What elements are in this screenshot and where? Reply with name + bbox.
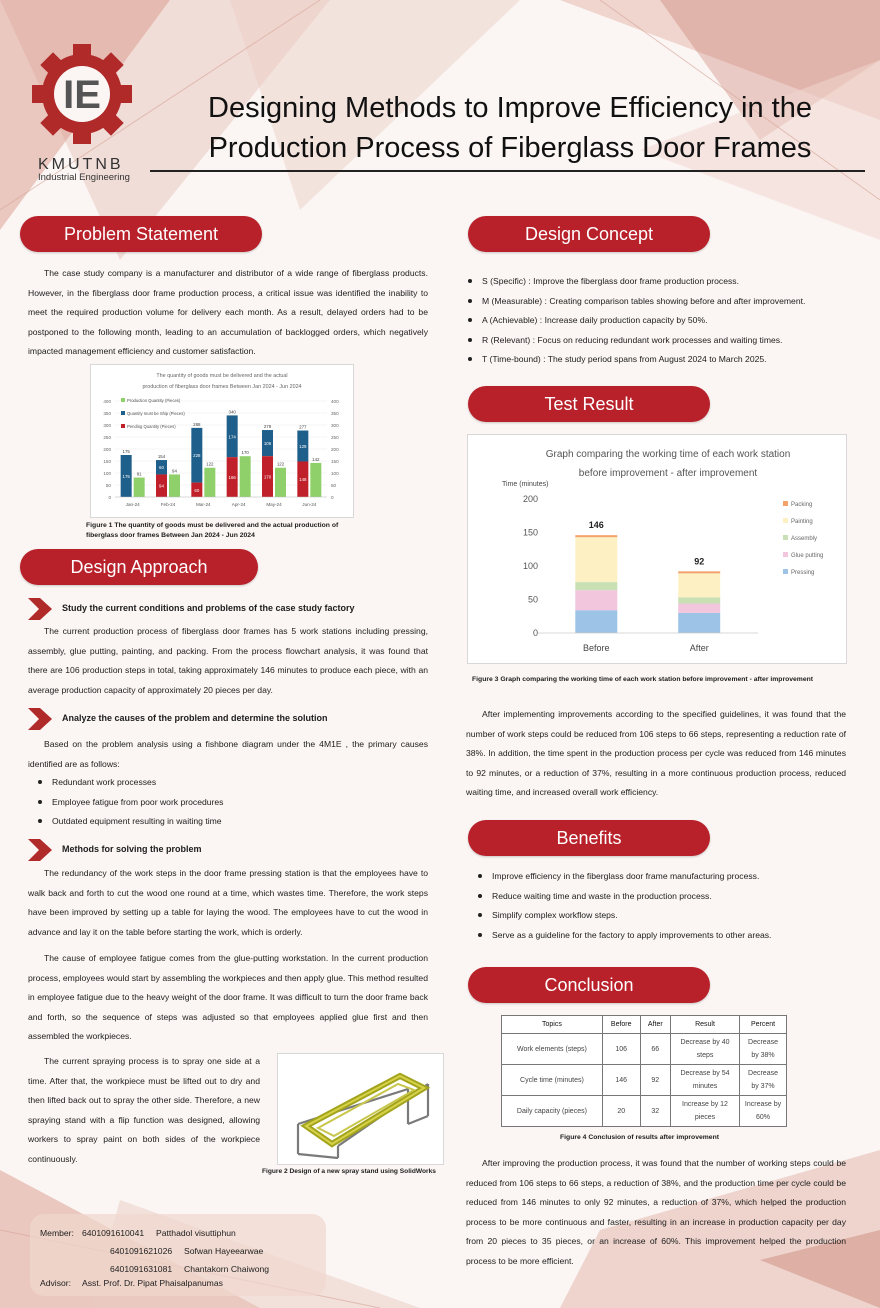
y-tick-label-right: 300 <box>331 423 339 428</box>
figure-1-caption: Figure 1 The quantity of goods must be delivered and the actual production of fiberglass door frames Between Jan 2024 - Jun 2024 <box>86 522 339 539</box>
approach-text-1: The current production process of fiberglass door frames has 5 work stations including pressing, assembly, glue putting, painting, and packing. From the process flowchart analysis, it was found that there are 106 production steps in total, taking approximately 146 minutes to produce each piece, with an average production capacity of approximately 20 pieces per day. <box>28 626 428 695</box>
stacked-bar-segment <box>678 571 720 573</box>
logo-mark: IE <box>63 73 101 117</box>
chart-title-line: production of fiberglass door frames Between Jan 2024 - Jun 2024 <box>142 384 302 390</box>
smart-criteria-list <box>466 272 805 370</box>
approach-text-5: The current spraying process is to spray one side at a time. After that, the workpiece must be lifted out to dry and then lifted back out to spray the other side. Therefore, a new spraying stand with a flip function was designed, allowing workers to spray paint on both sides of the workpiece continuously. <box>28 1056 260 1164</box>
legend-swatch <box>121 398 125 402</box>
y-tick-label: 0 <box>532 628 538 638</box>
advisor-name: Asst. Prof. Dr. Pipat Phaisalpanumas <box>82 1278 223 1288</box>
test-result-text: After implementing improvements according to the specified guidelines, it was found that the number of work steps could be reduced from 106 steps to 66 steps, representing a reduction rate of 38%. In addition, the time spent in the production process per cycle was reduced from 146 minutes to 92 minutes, or a reduction of 37%, resulting in a more continuous production process, reduced waiting time, and increased overall work efficiency. <box>466 709 846 797</box>
table-cell: Increase by 12 pieces <box>671 1096 740 1127</box>
legend-label: Production Quantity (Pieces) <box>127 398 181 403</box>
kmutnb-ie-logo <box>14 36 154 186</box>
bar-production <box>169 474 180 497</box>
title-line-2: Production Process of Fiberglass Door Frames <box>208 132 812 164</box>
smart-item: S (Specific) : Improve the fiberglass door frame production process. <box>466 272 805 292</box>
smart-item: A (Achievable) : Increase daily production capacity by 50%. <box>466 311 805 331</box>
table-cell: Work elements (steps) <box>502 1034 603 1065</box>
y-tick-label: 0 <box>108 495 111 500</box>
conclusion-table <box>501 1015 787 1127</box>
legend-swatch <box>121 424 125 428</box>
bar-production <box>310 463 321 497</box>
y-tick-label: 50 <box>105 483 111 488</box>
data-label-pending: 170 <box>263 474 272 480</box>
table-cell: Decrease by 38% <box>740 1034 787 1065</box>
legend-label: Quantity must be Ship (Pieces) <box>127 411 185 416</box>
approach-subheading-2: Analyze the causes of the problem and determine the solution <box>62 713 328 723</box>
benefits-list <box>476 867 771 945</box>
y-tick-label-right: 400 <box>331 399 339 404</box>
legend-swatch <box>783 569 788 574</box>
figure-3-caption: Figure 3 Graph comparing the working time of each work station before improvement - after improvement <box>472 676 814 683</box>
data-label-production: 122 <box>206 461 214 467</box>
legend-swatch <box>121 411 125 415</box>
y-tick-label: 50 <box>527 594 538 605</box>
data-label-upper: 175 <box>122 474 130 479</box>
chevron-arrow-icon <box>28 598 54 620</box>
stacked-bar-segment <box>678 597 720 603</box>
table-cell: Decrease by 40 steps <box>671 1034 740 1065</box>
logo-name: KMUTNB <box>38 156 124 173</box>
table-cell: 20 <box>602 1096 640 1127</box>
figure-1-chart <box>90 364 354 518</box>
chevron-arrow-icon <box>28 839 54 861</box>
benefit-item: Simplify complex workflow steps. <box>476 906 771 926</box>
y-tick-label-right: 350 <box>331 411 339 416</box>
poster-title <box>160 88 860 168</box>
table-row <box>502 1065 787 1096</box>
delivery-production-chart <box>91 365 353 517</box>
table-cell: 92 <box>640 1065 670 1096</box>
benefit-item: Serve as a guideline for the factory to apply improvements to other areas. <box>476 926 771 946</box>
legend-label: Pressing <box>791 570 815 576</box>
member-id: 6401091621026 <box>110 1246 173 1256</box>
chart-title-line: Graph comparing the working time of each work station <box>545 449 791 460</box>
figure-2-image <box>277 1053 444 1165</box>
logo-subtitle: Industrial Engineering <box>38 172 130 183</box>
data-label-total: 277 <box>299 424 307 430</box>
data-label-total: 279 <box>263 424 272 430</box>
member-id: 6401091631081 <box>110 1264 173 1274</box>
approach-text-2: Based on the problem analysis using a fishbone diagram under the 4M1E , the primary causes identified are as follows: <box>28 739 428 769</box>
benefit-item: Reduce waiting time and waste in the production process. <box>476 887 771 907</box>
x-tick-label: Jan-24 <box>125 502 140 507</box>
smart-item: R (Relevant) : Focus on reducing redundant work processes and waiting times. <box>466 331 805 351</box>
problem-statement-heading: Problem Statement <box>20 216 262 252</box>
table-header-row <box>502 1016 787 1034</box>
legend-label: Painting <box>791 519 813 525</box>
member-name: Chantakorn Chaiwong <box>184 1264 270 1274</box>
y-tick-label-right: 150 <box>331 459 339 464</box>
data-label-upper: 228 <box>193 453 201 459</box>
y-tick-label-right: 0 <box>331 495 334 500</box>
stacked-bar-segment <box>678 573 720 597</box>
data-label-pending: 94 <box>159 483 164 489</box>
y-tick-label: 400 <box>103 399 111 404</box>
table-row <box>502 1034 787 1065</box>
data-label-production: 122 <box>276 461 285 467</box>
approach-subheading-1: Study the current conditions and problems of the case study factory <box>62 603 355 613</box>
approach-text-4: The cause of employee fatigue comes from the glue-putting workstation. In the current production process, employees would start by assembling the workpieces and then apply glue. This method resulted in employee fatigue due to the heavy weight of the door frame. It was difficult to turn the door frame back and forth, so the sequence of steps was adjusted so that employees applied glue first and then assembled the workpieces. <box>28 953 428 1041</box>
table-header-cell: After <box>640 1016 670 1034</box>
problem-statement-text: The case study company is a manufacturer and distributor of a wide range of fiberglass products. However, in the fiberglass door frame production process, a critical issue was identified the inability to meet the required production volume for delivery each month. As a result, delayed orders had to be postponed to the following month, leading to an accumulation of backlogged orders, which negatively impacted management efficiency and customer satisfaction. <box>28 268 428 356</box>
data-label-total: 154 <box>157 454 166 460</box>
data-label-total: 146 <box>588 520 604 531</box>
figure-3-chart <box>467 434 847 664</box>
table-cell: 32 <box>640 1096 670 1127</box>
working-time-chart <box>468 435 846 663</box>
table-header-cell: Topics <box>502 1016 603 1034</box>
table-cell: Daily capacity (pieces) <box>502 1096 603 1127</box>
x-tick-label: May-24 <box>266 502 282 507</box>
chevron-arrow-icon <box>28 708 54 730</box>
data-label-upper: 106 <box>263 441 272 447</box>
data-label-upper: 174 <box>228 434 236 440</box>
y-tick-label: 100 <box>522 561 538 571</box>
data-label-total: 288 <box>193 421 201 427</box>
data-label-total: 340 <box>228 409 236 415</box>
data-label-upper: 60 <box>159 465 164 471</box>
table-cell: Cycle time (minutes) <box>502 1065 603 1096</box>
data-label-production: 94 <box>172 468 177 474</box>
conclusion-text: After improving the production process, it was found that the number of working steps could be reduced from 106 steps to 66 steps, a reduction of 38%, and the production time per cycle could be reduced from 146 minutes to only 92 minutes, a reduction of 37%, which helped the production process to be more continuous and faster, resulting in an increase in production capacity per day from 20 pieces to 35 pieces, or an increase of 60%. This improvement helped the production process to be more efficient. <box>466 1158 846 1266</box>
cause-item: Redundant work processes <box>36 773 223 793</box>
title-line-1: Designing Methods to Improve Efficiency in the <box>208 92 812 124</box>
advisor-label: Advisor: <box>40 1278 72 1288</box>
benefits-heading: Benefits <box>468 820 710 856</box>
y-tick-label-right: 50 <box>331 483 337 488</box>
smart-item: T (Time-bound) : The study period spans from August 2024 to March 2025. <box>466 350 805 370</box>
smart-item: M (Measurable) : Creating comparison tables showing before and after improvement. <box>466 292 805 312</box>
table-cell: 106 <box>602 1034 640 1065</box>
table-header-cell: Result <box>671 1016 740 1034</box>
data-label-total: 92 <box>694 556 705 567</box>
table-cell: 66 <box>640 1034 670 1065</box>
members-box <box>30 1214 326 1296</box>
benefit-item: Improve efficiency in the fiberglass door frame manufacturing process. <box>476 867 771 887</box>
data-label-upper: 129 <box>299 444 307 449</box>
y-tick-label: 300 <box>103 423 111 428</box>
table-row <box>502 1096 787 1127</box>
data-label-total: 175 <box>122 449 130 454</box>
table-cell: Increase by 60% <box>740 1096 787 1127</box>
bar-production <box>204 468 215 497</box>
chart-title-line: before improvement - after improvement <box>578 468 758 479</box>
y-axis-label: Time (minutes) <box>502 481 549 488</box>
data-label-pending: 166 <box>228 475 236 481</box>
design-concept-heading: Design Concept <box>468 216 710 252</box>
data-label-production: 142 <box>312 456 320 462</box>
x-tick-label: Mar-24 <box>196 502 211 507</box>
legend-label: Assembly <box>791 536 818 542</box>
y-tick-label-right: 250 <box>331 435 339 440</box>
table-cell: Decrease by 54 minutes <box>671 1065 740 1096</box>
member-name: Sofwan Hayeearwae <box>184 1246 264 1256</box>
cause-item: Outdated equipment resulting in waiting time <box>36 812 223 832</box>
table-header-cell: Percent <box>740 1016 787 1034</box>
chart-title-line: The quantity of goods must be delivered and the actual <box>156 373 288 379</box>
member-id: 6401091610041 <box>82 1228 145 1238</box>
figure-2-caption: Figure 2 Design of a new spray stand using SolidWorks <box>262 1168 436 1175</box>
y-tick-label-right: 100 <box>331 471 339 476</box>
stacked-bar-segment <box>678 604 720 613</box>
cause-item: Employee fatigue from poor work procedures <box>36 793 223 813</box>
x-tick-label: Feb-24 <box>160 502 176 507</box>
y-tick-label: 200 <box>522 494 538 504</box>
data-label-pending: 148 <box>299 477 307 483</box>
member-name: Patthadol visuttiphun <box>156 1228 236 1238</box>
x-tick-label: Apr-24 <box>231 502 246 507</box>
title-underline <box>150 170 865 172</box>
member-label: Member: <box>40 1228 74 1238</box>
legend-label: Packing <box>791 502 813 508</box>
table-cell: Decrease by 37% <box>740 1065 787 1096</box>
y-tick-label-right: 200 <box>331 447 339 452</box>
y-tick-label: 250 <box>103 435 111 440</box>
legend-swatch <box>783 501 788 506</box>
y-tick-label: 150 <box>103 459 111 464</box>
test-result-heading: Test Result <box>468 386 710 422</box>
y-tick-label: 200 <box>103 447 111 452</box>
table-header-cell: Before <box>602 1016 640 1034</box>
stacked-bar-segment <box>575 582 617 590</box>
y-tick-label: 150 <box>522 527 538 538</box>
bar-production <box>134 478 145 497</box>
figure-4-caption: Figure 4 Conclusion of results after improvement <box>560 1134 720 1141</box>
legend-label: Pending Quantity (Pieces) <box>127 424 176 429</box>
spray-stand-drawing <box>278 1054 443 1164</box>
y-tick-label: 350 <box>103 411 111 416</box>
stacked-bar-segment <box>575 537 617 582</box>
approach-subheading-3: Methods for solving the problem <box>62 844 202 854</box>
table-cell: 146 <box>602 1065 640 1096</box>
data-label-production: 170 <box>241 450 249 456</box>
bar-production <box>240 456 251 497</box>
y-tick-label: 100 <box>103 471 111 476</box>
conclusion-heading: Conclusion <box>468 967 710 1003</box>
x-tick-label: Jun-24 <box>302 502 317 507</box>
legend-label: Glue putting <box>791 553 824 559</box>
legend-swatch <box>783 552 788 557</box>
stacked-bar-segment <box>575 590 617 610</box>
approach-text-3: The redundancy of the work steps in the door frame pressing station is that the employees have to walk back and forth to cut the wood one round at a time, which wastes time. Therefore, the work steps have been improved by setting up a table for laying the wood. The employees have to cut the wood in advance and lay it on the table before starting the work, which is orderly. <box>28 868 428 937</box>
stacked-bar-segment <box>575 535 617 537</box>
legend-swatch <box>783 535 788 540</box>
stacked-bar-segment <box>678 613 720 633</box>
legend-swatch <box>783 518 788 523</box>
data-label-pending: 60 <box>194 487 200 493</box>
stacked-bar-segment <box>575 610 617 633</box>
data-label-production: 81 <box>136 471 142 477</box>
x-tick-label: Before <box>583 643 610 653</box>
design-approach-heading: Design Approach <box>20 549 258 585</box>
bar-production <box>275 468 286 497</box>
x-tick-label: After <box>689 643 709 653</box>
causes-list <box>36 773 223 832</box>
